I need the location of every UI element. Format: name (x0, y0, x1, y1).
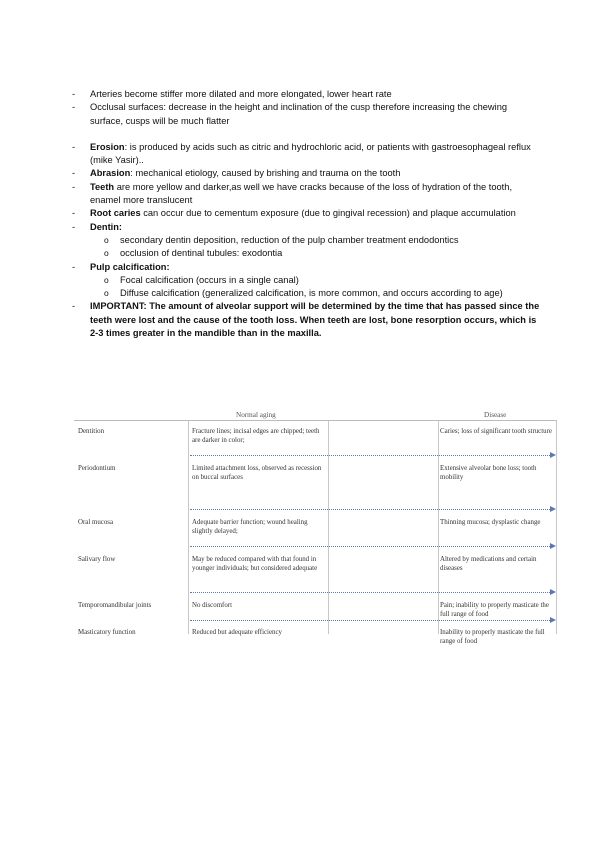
bullet-erosion (72, 141, 542, 168)
normal-aging-cell: Fracture lines; incisal edges are chipped; teeth are darker in color; (192, 428, 320, 444)
column-divider (188, 421, 189, 634)
row-label: Masticatory function (78, 629, 136, 636)
column-divider (328, 421, 329, 634)
circle-bullet-marker: o (104, 248, 109, 259)
bullet-occlusal-surfaces (72, 101, 542, 128)
row-label: Salivary flow (78, 556, 116, 563)
bullet-important-text: IMPORTANT: The amount of alveolar support will be determined by the time that has passed since the teeth were lost and the cause of the tooth loss. When teeth are lost, bone resorption occurs, which is 2-3 times greater in the mandible than in the maxilla. (90, 301, 540, 339)
bullet-dentin (72, 221, 542, 234)
bullet-pulp-calcification (72, 261, 542, 274)
disease-cell: Pain; inability to properly masticate the full range of food (440, 602, 549, 618)
dash-marker: - (72, 168, 76, 179)
arrow-head-icon (550, 589, 556, 595)
dash-marker: - (72, 102, 76, 113)
sub-bullet-text: Focal calcification (occurs in a single canal) (120, 274, 299, 285)
bullet-term: Teeth (90, 181, 115, 192)
progression-arrow (190, 592, 550, 593)
disease-cell: Inability to properly masticate the full range of food (440, 629, 545, 645)
dash-marker: - (72, 301, 76, 312)
dash-marker: - (72, 141, 76, 152)
bullet-text: Arteries become stiffer more dilated and more elongated, lower heart rate (90, 89, 392, 99)
arrow-head-icon (550, 506, 556, 512)
arrow-head-icon (550, 617, 556, 623)
disease-cell: Altered by medications and certain diseases (440, 556, 537, 572)
column-divider (556, 421, 557, 634)
normal-aging-cell: Reduced but adequate efficiency (192, 629, 282, 636)
disease-cell: Extensive alveolar bone loss; tooth mobility (440, 465, 537, 481)
sub-bullet-diffuse-calcification (72, 287, 542, 300)
header-normal-aging: Normal aging (236, 411, 276, 419)
sub-bullet-text: Diffuse calcification (generalized calcification, is more common, and occurs according to age) (120, 288, 503, 299)
sub-bullet-focal-calcification (72, 274, 542, 287)
bullet-text: are more yellow and darker,as well we have cracks because of the loss of hydration of the tooth, enamel more translucent (90, 181, 513, 206)
bullet-arteries (72, 88, 542, 101)
bullet-text: can occur due to cementum exposure (due to gingival recession) and plaque accumulation (140, 208, 516, 219)
bullet-term: Abrasion (90, 168, 131, 179)
sub-bullet-text: occlusion of dentinal tubules: exodontia (120, 248, 283, 259)
sub-bullet-dentinal-tubules (72, 247, 542, 260)
sub-bullet-text: secondary dentin deposition, reduction of the pulp chamber treatment endodontics (120, 234, 459, 245)
header-disease: Disease (484, 411, 507, 419)
sub-bullet-dentin-deposition (72, 234, 542, 247)
row-label: Temporomandibular joints (78, 602, 152, 609)
progression-arrow (190, 546, 550, 547)
bullet-text: : is produced by acids such as citric and hydrochloric acid, or patients with gastroesophageal reflux (mike Yasir).. (90, 141, 531, 166)
bullet-important (72, 300, 542, 340)
row-label: Oral mucosa (78, 519, 114, 526)
circle-bullet-marker: o (104, 234, 109, 245)
normal-aging-cell: No discomfort (192, 602, 232, 609)
disease-cell: Caries; loss of significant tooth structure (440, 428, 552, 435)
bullet-term: Erosion (90, 141, 125, 152)
bullet-term: Pulp calcification: (90, 261, 170, 272)
dash-marker: - (72, 89, 76, 99)
progression-arrow (190, 620, 550, 621)
bullet-term: Dentin: (90, 221, 123, 232)
normal-aging-cell: Adequate barrier function; wound healing slightly delayed; (192, 519, 308, 535)
row-label: Periodontium (78, 465, 116, 472)
bullet-root-caries (72, 207, 542, 220)
circle-bullet-marker: o (104, 274, 109, 285)
normal-aging-cell: Limited attachment loss, observed as recession on buccal surfaces (192, 465, 322, 481)
dash-marker: - (72, 208, 76, 219)
aging-vs-disease-table (74, 411, 557, 645)
bullet-term: Root caries (90, 208, 141, 219)
table-grid (74, 420, 557, 645)
bullet-text: : mechanical etiology, caused by brishing and trauma on the tooth (130, 168, 401, 179)
disease-cell: Thinning mucosa; dysplastic change (440, 519, 541, 526)
dash-marker: - (72, 181, 76, 192)
spacer (72, 128, 542, 141)
row-label: Dentition (78, 428, 105, 435)
arrow-head-icon (550, 452, 556, 458)
progression-arrow (190, 509, 550, 510)
bullet-text: Occlusal surfaces: decrease in the height and inclination of the cusp therefore increasing the chewing surface, cusps will be much flatter (90, 102, 508, 126)
circle-bullet-marker: o (104, 288, 109, 299)
bullet-abrasion (72, 167, 542, 180)
dash-marker: - (72, 261, 76, 272)
progression-arrow (190, 455, 550, 456)
normal-aging-cell: May be reduced compared with that found in younger individuals; but considered adequate (192, 556, 318, 572)
dash-marker: - (72, 221, 76, 232)
bullet-list (72, 88, 542, 340)
column-divider (438, 421, 439, 634)
bullet-teeth (72, 181, 542, 208)
arrow-head-icon (550, 543, 556, 549)
